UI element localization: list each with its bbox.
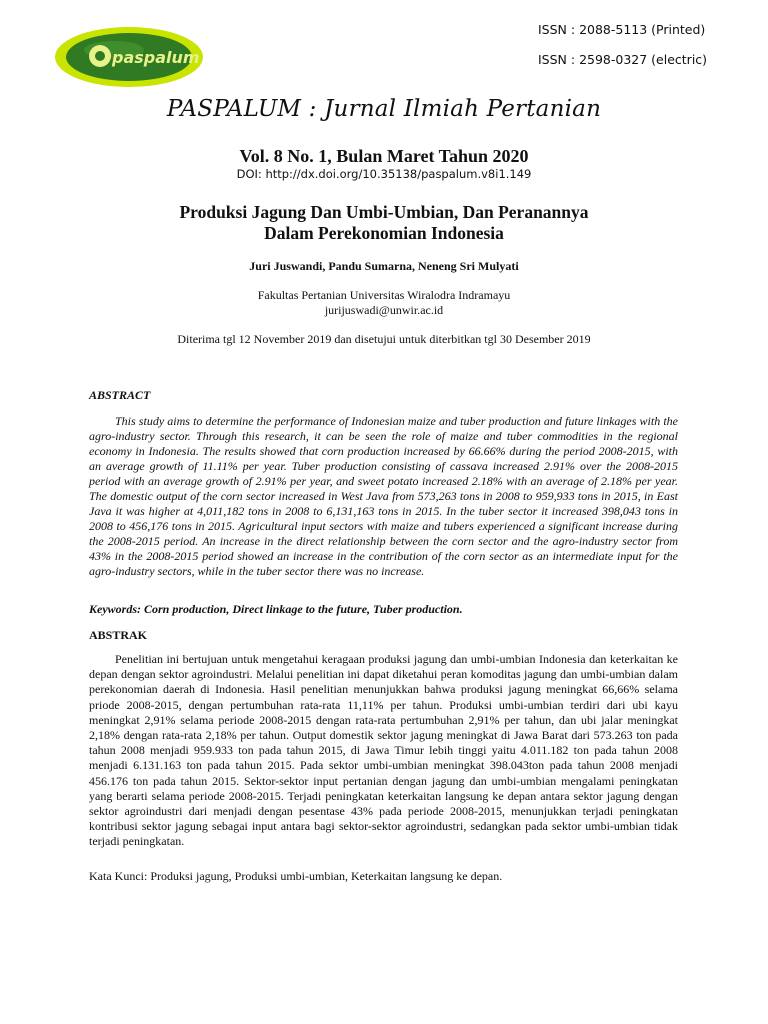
abstract-en-text: This study aims to determine the performance of Indonesian maize and tuber production and future linkages with the agro-industry sector. Through this research, it can be seen the role of maize and tuber commodities in the regional economy in Indonesia. The results showed that corn production increased by 66.66% during the period 2008-2015, with an average growth of 11.11% per year. Tuber production consisting of cassava increased 2.91% over the 2008-2015 period with an average growth of 2.91% per year, and sweet potato increased 2.18% with an average of 2.18% per year. The domestic output of the corn sector increased in West Java from 573,263 tons in 2008 to 959,933 tons in 2015, in East Java it was higher at 4,011,182 tons in 2008 to 6,131,163 tons in 2015. In the tuber sector it increased 398,043 tons in 2008 to 456,176 tons in 2015. Agricultural input sectors with maize and tubers experienced a significant increase during the 2008-2015 period. An increase in the direct relationship between the corn sector and the agro-industry sector from 43% in the 2008-2015 period showed an increase in the contribution of the corn sector as an intermediate input for the agro-industry sectors, while in the tuber sector there was no increase.	[89, 414, 678, 578]
article-title-line-2: Dalam Perekonomian Indonesia	[264, 223, 504, 243]
journal-logo	[54, 26, 204, 88]
affiliation: Fakultas Pertanian Universitas Wiralodra Indramayu	[257, 288, 511, 302]
authors: Juri Juswandi, Pandu Sumarna, Neneng Sri Mulyati	[249, 259, 519, 273]
article-title-line-1: Produksi Jagung Dan Umbi-Umbian, Dan Peranannya	[179, 202, 589, 222]
abstract-en-heading: ABSTRACT	[89, 388, 151, 402]
keywords-id: Kata Kunci: Produksi jagung, Produksi umbi-umbian, Keterkaitan langsung ke depan.	[89, 869, 503, 883]
logo-text: paspalum	[112, 48, 200, 67]
journal-title: PASPALUM : Jurnal Ilmiah Pertanian	[166, 96, 602, 122]
doi-link[interactable]: DOI: http://dx.doi.org/10.35138/paspalum.v8i1.149	[236, 167, 532, 181]
paspalum-logo-icon	[54, 26, 204, 88]
article-title	[0, 202, 768, 244]
abstract-id-heading: ABSTRAK	[89, 628, 148, 642]
abstract-id-text: Penelitian ini bertujuan untuk mengetahui keragaan produksi jagung dan umbi-umbian Indonesia dan keterkaitan ke depan dengan sektor agroindustri. Melalui penelitian ini dapat diketahui peran komoditas jagung dan umbi-umbian dalam perekonomian daerah di Indonesia. Hasil penelitian menunjukkan bahwa produksi jagung meningkat 66,66% selama priode 2008-2015, dengan pertumbuhan rata-rata 11,11% per tahun. Produksi umbi-umbian terdiri dari ubi kayu meningkat 2,91% selama periode 2008-2015 dengan rata-rata pertumbuhan 2,91% per tahun, dan ubi jalar meningkat 2,18% dengan rata-rata 2,18% per tahun. Output domestik sektor jagung meningkat di Jawa Barat dari 573.263 ton pada tahun 2008 menjadi 959.933 ton pada tahun 2015, di Jawa Timur lebih tinggi yaitu 4.011.182 ton pada tahun 2008 menjadi 6.131.163 ton pada tahun 2015. Pada sektor umbi-umbian meningkat 398.043ton pada tahun 2008 menjadi 456.176 ton pada tahun 2015. Sektor-sektor input pertanian dengan jagung dan umbi-umbian mengalami peningkatan yang berarti selama periode 2008-2015. Terjadi peningkatan keterkaitan langsung ke depan antara sektor jagung dengan sektor agroindustri dari menjadi dengan pesentase 43% pada periode 2008-2015, menunjukkan terjadi peningkatan kontribusi sektor jagung sebagai input antara bagi sektor-sektor agroindustri, sedangkan pada sektor umbi-umbian tidak terjadi peningkatan.	[89, 652, 678, 849]
volume-info: Vol. 8 No. 1, Bulan Maret Tahun 2020	[239, 146, 529, 166]
keywords-en: Keywords: Corn production, Direct linkage to the future, Tuber production.	[89, 602, 463, 616]
issn-electric: ISSN : 2598-0327 (electric)	[538, 52, 708, 67]
received-date: Diterima tgl 12 November 2019 dan disetujui untuk diterbitkan tgl 30 Desember 2019	[177, 332, 591, 346]
issn-print: ISSN : 2088-5113 (Printed)	[538, 22, 706, 37]
author-email[interactable]: jurijuswadi@unwir.ac.id	[324, 303, 444, 317]
affiliation-block	[0, 288, 768, 318]
